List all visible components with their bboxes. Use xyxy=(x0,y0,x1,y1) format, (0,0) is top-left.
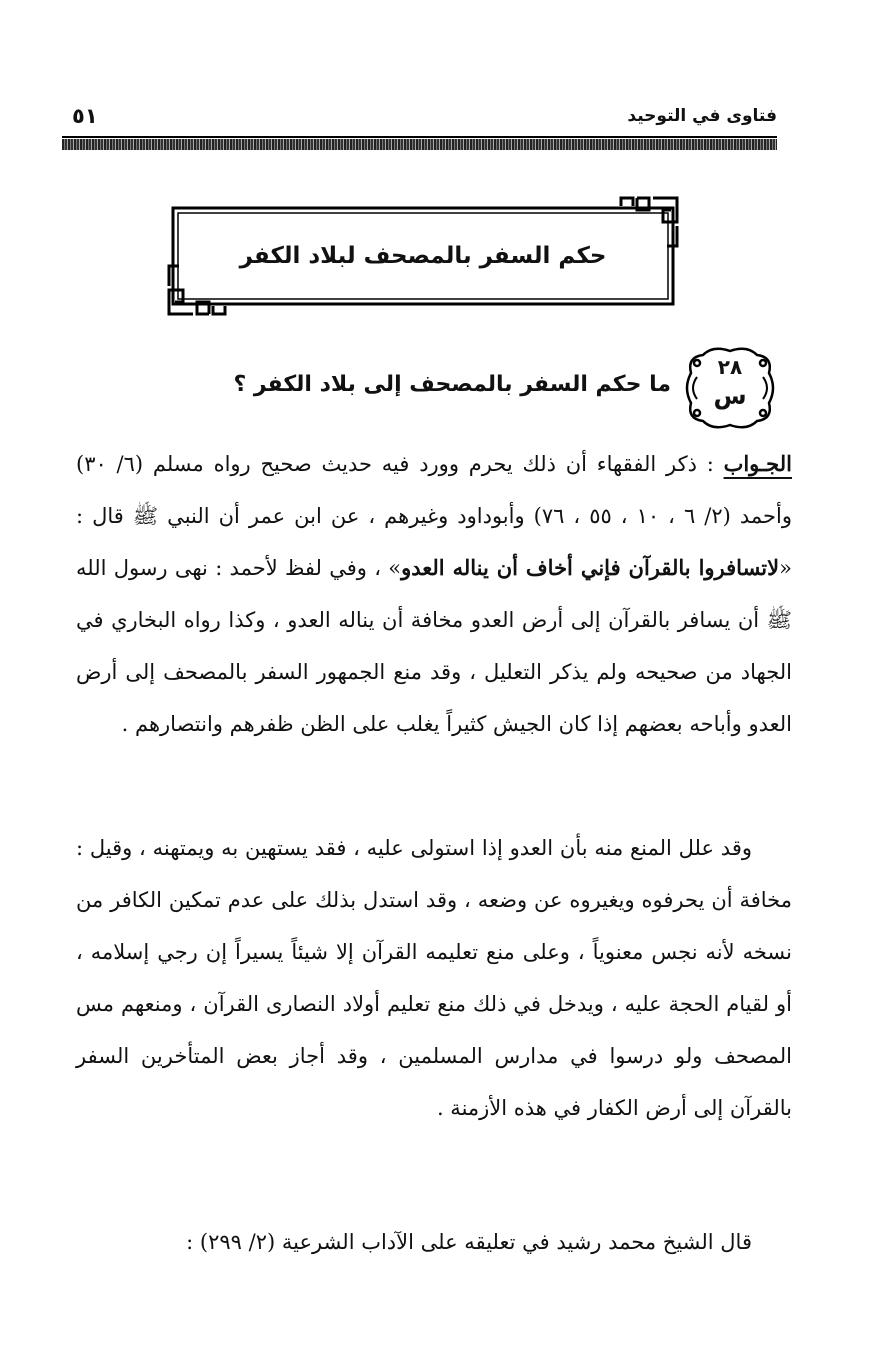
answer-text-part1: ذكر الفقهاء أن ذلك يحرم وورد فيه حديث صحيح رواه مسلم (٦/ ٣٠) وأحمد (٢/ ٦ ، ١٠ ، ٥٥ ، ٧٦) وأبوداود وغيرهم ، عن ابن عمر أن النبي ﷺ قال : « xyxy=(76,452,792,580)
question-text: ما حكم السفر بالمصحف إلى بلاد الكفر ؟ xyxy=(233,372,671,397)
body-paragraph-3: قال الشيخ محمد رشيد في تعليقه على الآداب الشرعية (٢/ ٢٩٩) : xyxy=(186,1230,752,1254)
page-number: ٥١ xyxy=(72,104,98,128)
answer-colon: : xyxy=(696,452,724,476)
question-letter: س xyxy=(713,382,747,410)
body-paragraph-2: وقد علل المنع منه بأن العدو إذا استولى عليه ، فقد يستهين به ويمتهنه ، وقيل : مخافة أن يحرفوه ويغيروه عن وضعه ، وقد استدل بذلك على عدم تمكين الكافر من نسخه لأنه نجس معنوياً ، وعلى منع تعليمه القرآن إلا شيئاً يسيراً إن رجي إسلامه ، أو لقيام الحجة عليه ، ويدخل في ذلك منع تعليم أولاد النصارى القرآن ، ومنعهم مس المصحف ولو درسوا في مدارس المسلمين ، وقد أجاز بعض المتأخرين السفر بالقرآن إلى أرض الكفار في هذه الأزمنة . xyxy=(76,836,792,1120)
answer-text-part2: » ، وفي لفظ لأحمد : نهى رسول الله ﷺ أن يسافر بالقرآن إلى أرض العدو مخافة أن يناله العدو ، وكذا رواه البخاري في الجهاد من صحيحه ولم يذكر التعليل ، وقد منع الجمهور السفر بالمصحف إلى أرض العدو وأباحه بعضهم إذا كان الجيش كثيراً يغلب على الظن ظفرهم وانتصارهم . xyxy=(76,556,792,736)
answer-label: الجـواب xyxy=(723,451,792,476)
chapter-title-frame xyxy=(163,196,683,316)
question-number-badge xyxy=(683,343,777,433)
answer-paragraph xyxy=(76,438,792,750)
header-rule-line xyxy=(62,136,777,138)
chapter-title: حكم السفر بالمصحف لبلاد الكفر xyxy=(239,243,607,269)
header-ornament-rule xyxy=(62,139,777,150)
running-title: فتاوى في التوحيد xyxy=(627,106,777,126)
hadith-quote: لاتسافروا بالقرآن فإني أخاف أن يناله العدو xyxy=(401,555,780,580)
question-number: ٢٨ xyxy=(717,355,743,379)
